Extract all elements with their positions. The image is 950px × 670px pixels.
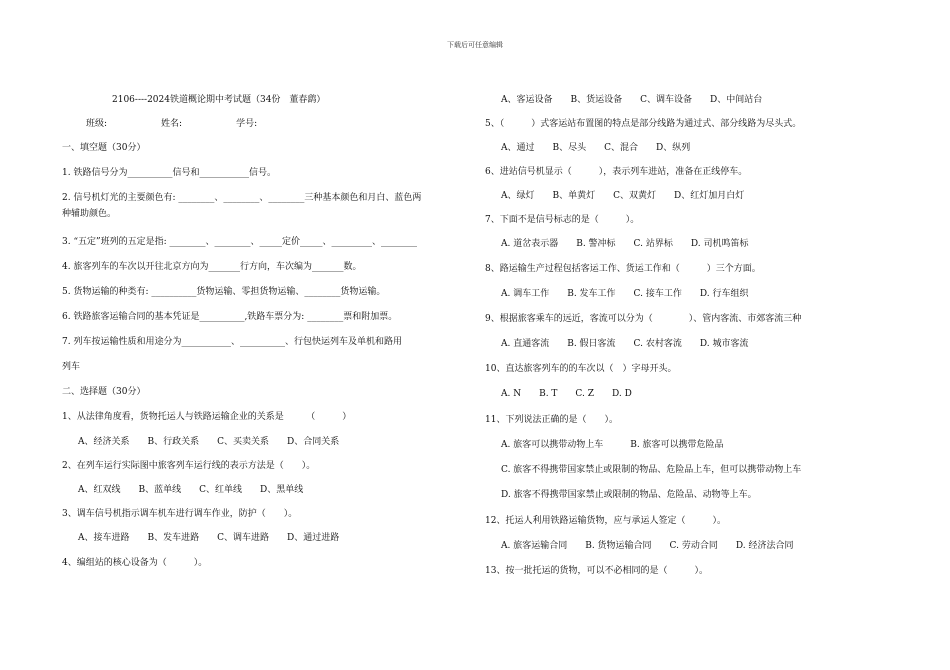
section-fill-in-title: 一、填空题（30分）	[62, 143, 146, 153]
choice-question-1-options: A、经济关系 B、行政关系 C、买卖关系 D、合同关系	[78, 437, 340, 447]
choice-question-3: 3、调车信号机指示调车机车进行调车作业，防护（ ）。	[62, 509, 298, 519]
choice-question-11: 11、下列说法正确的是（ ）。	[485, 415, 618, 425]
fill-question-5: 5. 货物运输的种类有: __________货物运输、零担货物运输、________货物运输。	[62, 287, 386, 297]
choice-question-5-options: A、通过 B、尽头 C、混合 D、纵列	[501, 143, 691, 153]
fill-question-1: 1. 铁路信号分为__________信号和___________信号。	[62, 168, 276, 178]
choice-question-12: 12、托运人利用铁路运输货物，应与承运人签定（ ）。	[485, 516, 726, 526]
choice-question-4: 4、编组站的核心设备为（ ）。	[62, 558, 208, 568]
choice-question-7-options: A. 道岔表示器 B. 警冲标 C. 站界标 D. 司机鸣笛标	[501, 239, 749, 249]
choice-question-10-options: A. N B. T C. Z D. D	[501, 389, 632, 399]
choice-question-1: 1、从法律角度看，货物托运人与铁路运输企业的关系是 （ ）	[62, 412, 352, 422]
choice-question-2-options: A、红双线 B、蓝单线 C、红单线 D、黑单线	[78, 485, 304, 495]
fill-question-2-line-2: 种辅助颜色。	[62, 209, 117, 219]
choice-question-9: 9、根据旅客乘车的远近，客流可以分为（ ）、管内客流、市郊客流三种	[485, 314, 802, 324]
section-choice-title: 二、选择题（30分）	[62, 387, 146, 397]
choice-question-11-option-ab: A. 旅客可以携带动物上车 B. 旅客可以携带危险品	[501, 440, 724, 450]
choice-question-10: 10、直达旅客列车的的车次以（ ）字母开头。	[485, 364, 677, 374]
fill-question-7-line-1: 7. 列车按运输性质和用途分为___________、__________、行包快运列车及单机和路用	[62, 337, 402, 347]
choice-question-13: 13、按一批托运的货物，可以不必相同的是（ ）。	[485, 566, 708, 576]
choice-question-2: 2、在列车运行实际图中旅客列车运行线的表示方法是（ ）。	[62, 461, 316, 471]
fill-question-4: 4. 旅客列车的车次以开往北京方向为_______行方向，车次编为_______数。	[62, 262, 362, 272]
student-info: 班级: 姓名: 学号:	[86, 119, 258, 129]
fill-question-2-line-1: 2. 信号机灯光的主要颜色有: ________、________、________三种基本颜色和月白、蓝色两	[62, 193, 422, 203]
choice-question-5: 5、（ ）式客运站布置图的特点是部分线路为通过式、部分线路为尽头式。	[485, 119, 802, 129]
choice-question-6-options: A、绿灯 B、单黄灯 C、双黄灯 D、红灯加月白灯	[501, 191, 745, 201]
choice-question-12-options: A. 旅客运输合同 B. 货物运输合同 C. 劳动合同 D. 经济法合同	[501, 541, 794, 551]
fill-question-3: 3. “五定”班列的五定是指: ________、________、_____定价_____、_________、________	[62, 237, 418, 247]
choice-question-4-options: A、客运设备 B、货运设备 C、调车设备 D、中间站台	[501, 95, 763, 105]
choice-question-7: 7、下面不是信号标志的是（ ）。	[485, 215, 640, 225]
exam-title: 2106----2024铁道概论期中考试题（34份 董春鹞）	[112, 95, 326, 105]
fill-question-6: 6. 铁路旅客运输合同的基本凭证是__________,铁路车票分为: ________票和附加票。	[62, 312, 398, 322]
choice-question-3-options: A、接车进路 B、发车进路 C、调车进路 D、通过进路	[78, 533, 340, 543]
fill-question-7-line-2: 列车	[62, 362, 81, 372]
header-note: 下载后可任意编辑	[447, 41, 503, 49]
choice-question-9-options: A. 直通客流 B. 假日客流 C. 农村客流 D. 城市客流	[501, 339, 749, 349]
choice-question-8-options: A. 调车工作 B. 发车工作 C. 接车工作 D. 行车组织	[501, 289, 749, 299]
choice-question-6: 6、进站信号机显示（ ），表示列车进站，准备在正线停车。	[485, 167, 748, 177]
choice-question-11-option-c: C. 旅客不得携带国家禁止或限制的物品、危险品上车，但可以携带动物上车	[501, 465, 802, 475]
choice-question-11-option-d: D. 旅客不得携带国家禁止或限制的物品、危险品、动物等上车。	[501, 490, 757, 500]
choice-question-8: 8、路运输生产过程包括客运工作、货运工作和（ ）三个方面。	[485, 264, 761, 274]
